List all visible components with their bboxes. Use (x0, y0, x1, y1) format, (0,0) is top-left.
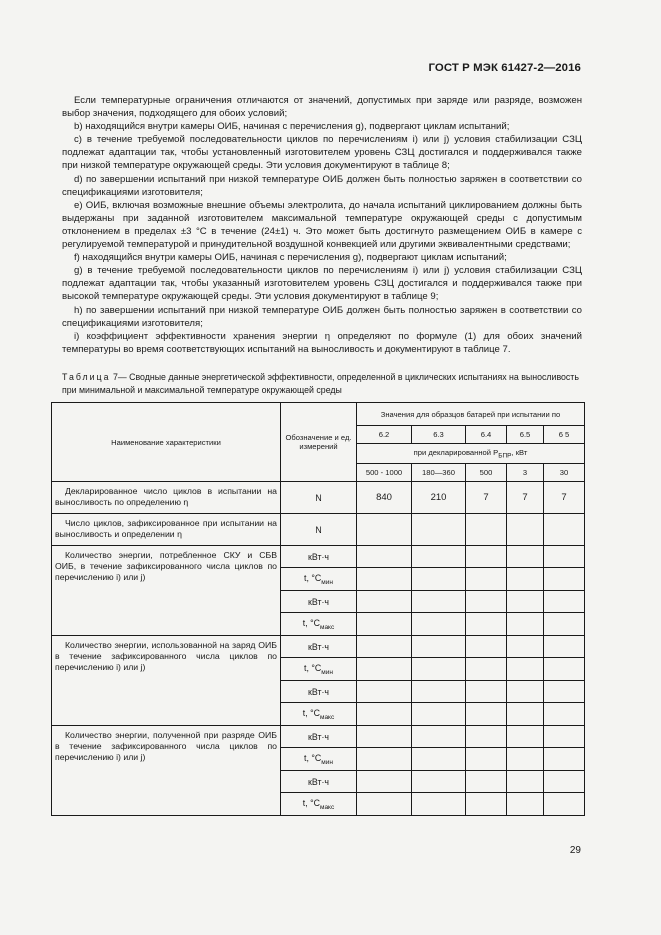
table-row (52, 482, 585, 514)
table-caption (62, 371, 584, 396)
unit-kwh: кВт·ч (281, 591, 357, 613)
unit-sub-max: макс (319, 623, 335, 631)
group-charge-name: Количество энергии, использованной на заряд ОИБ в течение зафиксированного числа циклов по перечислению i) или j) (52, 636, 281, 726)
table-row (52, 726, 585, 748)
unit-t-max (281, 793, 357, 816)
header-power-sub: БПР (498, 452, 512, 460)
unit-t-min (281, 748, 357, 771)
row-name: Декларированное число циклов в испытании на выносливость по определению η (52, 482, 281, 514)
unit-kwh: кВт·ч (281, 636, 357, 658)
paragraph: c) в течение требуемой последовательности циклов по перечислениям i) или j) условия стабилизации СЗЦ подлежат адаптации так, чтобы установленный изготовителем уровень СЗЦ достигался и поддерживался также при низкой температуре окружающей среды. Эти условия документируют в таблице 8; (62, 134, 582, 172)
table-row (52, 514, 585, 546)
unit-t-label: t, °С (304, 752, 322, 763)
header-values-title: Значения для образцов батарей при испытании по (357, 403, 585, 426)
header-power (357, 444, 585, 464)
unit-t-label: t, °С (302, 707, 320, 718)
unit-t-max (281, 703, 357, 726)
unit-sub-min: мин (321, 578, 333, 586)
header-power-value: 180—360 (412, 464, 466, 482)
unit-kwh: кВт·ч (281, 771, 357, 793)
table-row (52, 636, 585, 658)
unit-sub-max: макс (319, 713, 335, 721)
unit-sub-min: мин (321, 668, 333, 676)
paragraph: e) ОИБ, включая возможные внешние объемы электролита, до начала испытаний циклированием должны быть выдержаны при заданной изготовителем максимальной температуре окружающей среды с допустимым отклонением в пределах ±3 °С в течение (24±1) ч. Это может быть достигнуто размещением ОИБ в камере с регулируемой температурой и принудительной воздушной конвекцией или другими эквивалентными средствами; (62, 199, 582, 251)
header-power-value: 500 - 1000 (357, 464, 412, 482)
unit-kwh: кВт·ч (281, 726, 357, 748)
header-section: 6.4 (466, 426, 507, 444)
header-section: 6 5 (544, 426, 585, 444)
table-row (52, 546, 585, 568)
unit-t-min (281, 568, 357, 591)
row-unit: N (281, 482, 357, 514)
header-section: 6.3 (412, 426, 466, 444)
energy-efficiency-table (51, 402, 585, 816)
group-discharge-name: Количество энергии, полученной при разряде ОИБ в течение зафиксированного числа циклов по перечислению i) или j) (52, 726, 281, 816)
unit-sub-max: макс (319, 803, 335, 811)
paragraph: i) коэффициент эффективности хранения энергии η определяют по формуле (1) для обоих значений температуры во время соответствующих испытаний на выносливость и документируют в таблице 7. (62, 330, 582, 355)
row-value: 840 (357, 482, 412, 514)
unit-t-label: t, °С (304, 572, 322, 583)
row-unit: N (281, 514, 357, 546)
caption-label: Таблица (62, 372, 111, 382)
header-power-label: при декларированной P (413, 447, 499, 457)
caption-number: 7 (112, 372, 118, 382)
group-consumed-name: Количество энергии, потребленное СКУ и СБВ ОИБ, в течение зафиксированного числа циклов по перечислению i) или j) (52, 546, 281, 636)
header-section: 6.5 (507, 426, 544, 444)
unit-t-label: t, °С (302, 797, 320, 808)
paragraph: f) находящийся внутри камеры ОИБ, начиная с перечисления g), подвергают циклам испытаний; (74, 252, 507, 264)
paragraph: Если температурные ограничения отличаются от значений, допустимых при заряде или разряде, возможен выбор значения, подходящего для обоих условий; (62, 95, 582, 120)
document-code: ГОСТ Р МЭК 61427-2—2016 (428, 62, 581, 74)
body-text (62, 94, 582, 356)
unit-sub-min: мин (321, 758, 333, 766)
unit-kwh: кВт·ч (281, 546, 357, 568)
header-power-value: 30 (544, 464, 585, 482)
row-name: Число циклов, зафиксированное при испытании на выносливость и определении η (52, 514, 281, 546)
caption-text: — Сводные данные энергетической эффективности, определенной в циклических испытаниях на выносливость при минимальной и максимальной температуре окружающей среды (62, 372, 579, 395)
unit-t-label: t, °С (302, 617, 320, 628)
header-power-unit: , кВт (511, 447, 528, 457)
unit-t-min (281, 658, 357, 681)
header-section: 6.2 (357, 426, 412, 444)
header-power-value: 500 (466, 464, 507, 482)
paragraph: d) по завершении испытаний при низкой температуре ОИБ должен быть полностью заряжен в соответствии со спецификациями изготовителя; (62, 173, 582, 198)
row-value: 7 (544, 482, 585, 514)
row-value: 7 (507, 482, 544, 514)
row-value: 210 (412, 482, 466, 514)
paragraph: g) в течение требуемой последовательности циклов по перечислениям i) или j) условия стабилизации СЗЦ подлежат адаптации так, чтобы указанный изготовителем уровень СЗЦ достигался и поддерживался также при высокой температуре окружающей среды. Эти условия документируют в таблице 9; (62, 265, 582, 303)
page-number: 29 (569, 845, 581, 856)
header-power-value: 3 (507, 464, 544, 482)
row-value: 7 (466, 482, 507, 514)
unit-t-max (281, 613, 357, 636)
unit-kwh: кВт·ч (281, 681, 357, 703)
header-unit-col: Обозначение и ед. измерений (281, 403, 357, 482)
header-name-col: Наименование характеристики (52, 403, 281, 482)
paragraph: b) находящийся внутри камеры ОИБ, начиная с перечисления g), подвергают циклам испытаний; (74, 121, 510, 133)
unit-t-label: t, °С (304, 662, 322, 673)
paragraph: h) по завершении испытаний при низкой температуре ОИБ должен быть полностью заряжен в соответствии со спецификациями изготовителя; (62, 304, 582, 329)
